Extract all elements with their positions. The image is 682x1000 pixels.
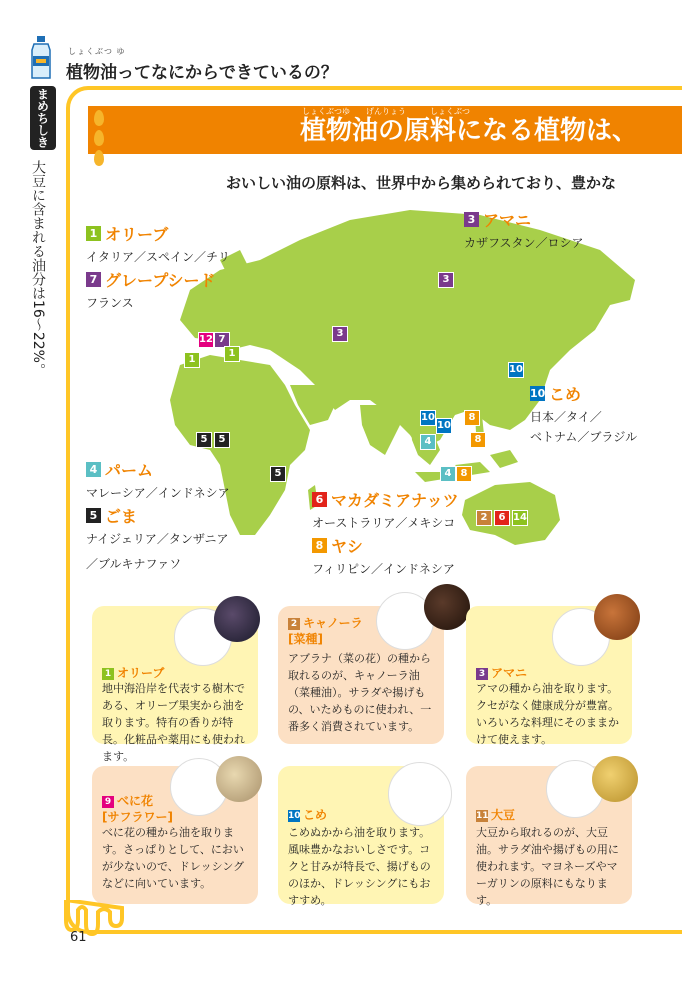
map-pin: 2 [476, 510, 492, 526]
map-pin: 12 [198, 332, 214, 348]
card-title [102, 664, 164, 681]
card-canola [278, 606, 444, 744]
legend-name: ヤシ [331, 537, 363, 556]
legend-sesame [86, 504, 228, 572]
card-title [476, 806, 515, 823]
map-pin: 1 [184, 352, 200, 368]
oil-drop-icon [94, 110, 104, 126]
legend-number: 4 [86, 462, 101, 477]
page-title: 植物油ってなにからできているの？ [66, 63, 338, 83]
card-body: 地中海沿岸を代表する樹木である、オリーブ果実から油を取ります。特有の香りが特長。化粧品や薬用にも使われます。 [102, 682, 245, 763]
card-title-text: キャノーラ [303, 616, 363, 630]
card-title-text: アマニ [491, 666, 528, 680]
card-title-text: べに花 [117, 794, 154, 808]
card-sub: [サフラワー] [102, 810, 173, 824]
safflower-seed-photo [216, 756, 262, 802]
card-title [476, 664, 527, 681]
card-title [288, 614, 363, 631]
map-pin: 7 [214, 332, 230, 348]
legend-number: 1 [86, 226, 101, 241]
card-soybean [466, 766, 632, 907]
legend-number: 7 [86, 272, 101, 287]
map-pin: 4 [420, 434, 436, 450]
card-number: 11 [476, 810, 489, 821]
legend-countries: カザフスタン／ロシア [464, 236, 584, 250]
map-pin: 8 [464, 410, 480, 426]
card-number: 9 [102, 796, 114, 808]
map-pin: 6 [494, 510, 510, 526]
rice-plant-image [388, 762, 452, 826]
page-number: 61 [70, 930, 87, 945]
map-pin: 8 [470, 432, 486, 448]
card-title [288, 806, 327, 823]
card-flax [466, 606, 632, 744]
banner-subtitle: おいしい油の原料は、世界中から集められており、豊かな [226, 174, 617, 192]
map-pin: 8 [456, 466, 472, 482]
map-pin: 14 [512, 510, 528, 526]
legend-countries-2: ベトナム／ブラジル [530, 430, 638, 444]
legend-countries: マレーシア／インドネシア [86, 486, 230, 500]
legend-palm [86, 458, 230, 501]
banner-ruby: しょくぶつゆ げんりょう しょくぶつ [302, 107, 470, 116]
legend-number: 5 [86, 508, 101, 523]
legend-coconut [312, 534, 455, 577]
flax-seed-photo [594, 594, 640, 640]
legend-countries: イタリア／スペイン／チリ [86, 250, 231, 264]
legend-name: パーム [105, 461, 154, 480]
card-olive [92, 606, 258, 763]
card-title-text: こめ [303, 808, 328, 822]
legend-name: アマニ [483, 211, 532, 230]
side-tab: まめちしき [30, 86, 56, 150]
card-number: 1 [102, 668, 114, 680]
legend-name: グレープシード [105, 271, 216, 290]
legend-number: 6 [312, 492, 327, 507]
card-safflower [92, 766, 258, 904]
legend-name: オリーブ [105, 225, 169, 244]
legend-number: 10 [530, 387, 546, 400]
card-body: アブラナ（菜の花）の種から取れるのが、キャノーラ油（菜種油）。サラダや揚げもの、いためものに使われ、一番多く消費されています。 [288, 652, 432, 733]
map-pin: 5 [270, 466, 286, 482]
map-pin: 3 [438, 272, 454, 288]
card-body: べに花の種から油を取ります。さっぱりとして、においが少ないので、ドレッシングなどに向いています。 [102, 826, 245, 890]
legend-countries-2: ／ブルキナファソ [86, 557, 182, 571]
map-pin: 5 [214, 432, 230, 448]
legend-number: 3 [464, 212, 479, 227]
legend-olive [86, 222, 230, 265]
oil-bottle-icon [28, 36, 54, 80]
legend-countries: フィリピン／インドネシア [312, 562, 455, 576]
map-pin: 10 [508, 362, 524, 378]
legend-name: マカダミアナッツ [331, 491, 459, 510]
oil-drop-icon [94, 150, 104, 166]
card-title [102, 792, 153, 809]
map-pin: 10 [420, 410, 436, 426]
card-body: アマの種から油を取ります。クセがなく健康成分が豊富。いろいろな料理にそのままかけて使えます。 [476, 682, 619, 746]
olive-fruit-photo [214, 596, 260, 642]
legend-name: こめ [549, 385, 582, 404]
side-note: 大豆に含まれる油分は16〜22%。 [30, 160, 46, 377]
legend-number: 8 [312, 538, 327, 553]
legend-countries: フランス [86, 296, 134, 310]
legend-macadamia [312, 488, 459, 531]
banner-title: 植物油の原料になる植物は、 [300, 116, 639, 146]
card-rice [278, 766, 444, 907]
legend-flax [464, 208, 584, 251]
card-body: 大豆から取れるのが、大豆油。サラダ油や揚げもの用に使われます。マヨネーズやマーガリンの原料にもなります。 [476, 826, 619, 907]
soybean-seed-photo [592, 756, 638, 802]
legend-rice [530, 382, 637, 445]
oil-drop-icon [94, 130, 104, 146]
card-body: こめぬかから油を取ります。風味豊かなおいしさです。コクと甘みが特長で、揚げもののほか、ドレッシングにもおすすめ。 [288, 826, 431, 907]
legend-grapeseed [86, 268, 216, 311]
card-title-text: オリーブ [117, 666, 165, 680]
map-pin: 5 [196, 432, 212, 448]
card-number: 10 [288, 810, 301, 821]
legend-countries: 日本／タイ／ [530, 410, 602, 424]
canola-seed-photo [424, 584, 470, 630]
legend-countries: ナイジェリア／タンザニア [86, 532, 229, 546]
map-pin: 10 [436, 418, 452, 434]
map-pin: 3 [332, 326, 348, 342]
card-title-text: 大豆 [491, 808, 516, 822]
legend-countries: オーストラリア／メキシコ [312, 516, 456, 530]
card-number: 3 [476, 668, 488, 680]
map-pin: 4 [440, 466, 456, 482]
legend-name: ごま [105, 507, 138, 526]
card-sub: [菜種] [288, 632, 323, 646]
map-pin: 1 [224, 346, 240, 362]
header-question-ruby: しょくぶつ ゆ [68, 47, 126, 56]
card-number: 2 [288, 618, 300, 630]
